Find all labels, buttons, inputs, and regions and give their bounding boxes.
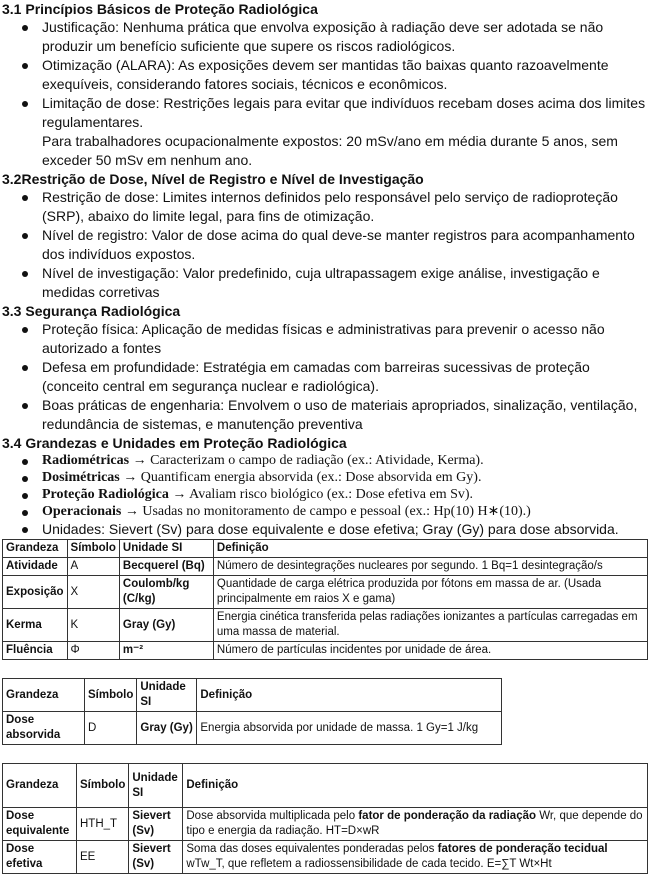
table-row	[3, 712, 502, 745]
table-cell: Φ	[67, 642, 119, 660]
section-heading-3-1: 3.1 Princípios Básicos de Proteção Radiológica	[2, 1, 318, 17]
section-heading-3-3: 3.3 Segurança Radiológica	[2, 303, 181, 319]
table-header-cell: Símbolo	[67, 540, 119, 558]
table-header-cell: Unidade SI	[129, 764, 183, 808]
table-cell: D	[85, 712, 137, 745]
section-3-2-list	[0, 188, 654, 302]
bullet-icon	[22, 510, 28, 516]
table-row	[3, 808, 648, 841]
list-item: Limitação de dose: Restrições legais para evitar que indivíduos recebam doses acima dos limites regulamentares.	[0, 94, 654, 132]
table-cell: EE	[77, 841, 129, 874]
list-item: Unidades: Sievert (Sv) para dose equivalente e dose efetiva; Gray (Gy) para dose absorvida.	[0, 520, 654, 539]
table-cell: Exposição	[3, 576, 68, 609]
table-cell: Atividade	[3, 558, 68, 576]
bullet-icon	[22, 403, 28, 409]
table-header-cell: Unidade SI	[137, 679, 197, 712]
table-row	[3, 576, 648, 609]
bullet-icon	[22, 195, 28, 201]
list-item: Radiométricas → Caracterizam o campo de radiação (ex.: Atividade, Kerma).	[0, 452, 654, 469]
bullet-icon	[22, 365, 28, 371]
list-item: Nível de investigação: Valor predefinido, cuja ultrapassagem exige análise, investigação e medidas corretivas	[0, 264, 654, 302]
list-item: Otimização (ALARA): As exposições devem ser mantidas tão baixas quanto razoavelmente exequíveis, considerando fatores sociais, técnicos e econômicos.	[0, 56, 654, 94]
bullet-icon	[22, 101, 28, 107]
table-cell: Número de partículas incidentes por unidade de área.	[213, 642, 647, 660]
table-row	[3, 609, 648, 642]
table-cell: Energia absorvida por unidade de massa. 1 Gy=1 J/kg	[197, 712, 502, 745]
table-cell: Soma das doses equivalentes ponderadas pelos fatores de ponderação tecidual wTw_T, que refletem a radiossensibilidade de cada tecido. E=∑T Wt×Ht	[183, 841, 648, 874]
table-cell: Becquerel (Bq)	[119, 558, 213, 576]
table-header-cell: Símbolo	[77, 764, 129, 808]
protection-quantities-table	[2, 763, 648, 874]
radiometric-quantities-table	[2, 539, 648, 660]
table-cell: Dose absorvida multiplicada pelo fator de ponderação da radiação Wr, que depende do tipo e energia da radiação. HT=D×wR	[183, 808, 648, 841]
section-3-1-list	[0, 18, 654, 132]
table-cell: HTH_T	[77, 808, 129, 841]
bullet-icon	[22, 25, 28, 31]
section-heading-3-2: 3.2Restrição de Dose, Nível de Registro e Nível de Investigação	[2, 171, 424, 187]
bullet-icon	[22, 493, 28, 499]
table-cell: K	[67, 609, 119, 642]
table-cell: X	[67, 576, 119, 609]
table-cell: Quantidade de carga elétrica produzida por fótons em massa de ar. (Usada principalmente em raios X e gama)	[213, 576, 647, 609]
section-3-3-list	[0, 320, 654, 434]
table-cell: Gray (Gy)	[137, 712, 197, 745]
table-cell: A	[67, 558, 119, 576]
bullet-icon	[22, 233, 28, 239]
table-cell: Fluência	[3, 642, 68, 660]
list-item: Boas práticas de engenharia: Envolvem o uso de materiais apropriados, sinalização, ventilação, redundância de sistemas, e manutenção preventiva	[0, 396, 654, 434]
table-row	[3, 841, 648, 874]
table-header-cell: Grandeza	[3, 540, 68, 558]
list-item: Defesa em profundidade: Estratégia em camadas com barreiras sucessivas de proteção (conceito central em segurança nuclear e radiológica).	[0, 358, 654, 396]
list-continuation: Para trabalhadores ocupacionalmente expostos: 20 mSv/ano em média durante 5 anos, sem exceder 50 mSv em nenhum ano.	[42, 133, 618, 168]
table-cell: Energia cinética transferida pelas radiações ionizantes a partículas carregadas em uma massa de material.	[213, 609, 647, 642]
list-item: Proteção Radiológica → Avaliam risco biológico (ex.: Dose efetiva em Sv).	[0, 486, 654, 503]
table-header-cell: Definição	[197, 679, 502, 712]
list-item: Restrição de dose: Limites internos definidos pelo responsável pelo serviço de radioproteção (SRP), abaixo do limite legal, para fins de otimização.	[0, 188, 654, 226]
table-cell: Coulomb/kg (C/kg)	[119, 576, 213, 609]
list-item: Nível de registro: Valor de dose acima do qual deve-se manter registros para acompanhamento dos indivíduos expostos.	[0, 226, 654, 264]
table-cell: Dose absorvida	[3, 712, 85, 745]
table-cell: Dose equivalente	[3, 808, 77, 841]
table-header-cell: Definição	[183, 764, 648, 808]
list-item: Operacionais → Usadas no monitoramento de campo e pessoal (ex.: Hp(10) H∗(10).)	[0, 503, 654, 520]
table-cell: Gray (Gy)	[119, 609, 213, 642]
list-item: Proteção física: Aplicação de medidas físicas e administrativas para prevenir o acesso não autorizado a fontes	[0, 320, 654, 358]
table-header-cell: Grandeza	[3, 764, 77, 808]
table-cell: Sievert (Sv)	[129, 841, 183, 874]
bullet-icon	[22, 476, 28, 482]
table-header-row	[3, 764, 648, 808]
bullet-icon	[22, 459, 28, 465]
table-cell: m⁻²	[119, 642, 213, 660]
bullet-icon	[22, 63, 28, 69]
table-cell: Número de desintegrações nucleares por segundo. 1 Bq=1 desintegração/s	[213, 558, 647, 576]
table-cell: Kerma	[3, 609, 68, 642]
table-cell: Sievert (Sv)	[129, 808, 183, 841]
bullet-icon	[22, 527, 28, 533]
bullet-icon	[22, 271, 28, 277]
table-header-cell: Símbolo	[85, 679, 137, 712]
list-item: Justificação: Nenhuma prática que envolva exposição à radiação deve ser adotada se não produzir um benefício suficiente que supere os riscos radiológicos.	[0, 18, 654, 56]
bullet-icon	[22, 327, 28, 333]
table-header-cell: Definição	[213, 540, 647, 558]
section-3-4-list	[0, 452, 654, 520]
table-header-cell: Unidade SI	[119, 540, 213, 558]
table-row	[3, 558, 648, 576]
table-row	[3, 642, 648, 660]
table-cell: Dose efetiva	[3, 841, 77, 874]
table-header-row	[3, 540, 648, 558]
table-header-cell: Grandeza	[3, 679, 85, 712]
section-3-4-list-units	[0, 520, 654, 539]
table-header-row	[3, 679, 502, 712]
list-item: Dosimétricas → Quantificam energia absorvida (ex.: Dose absorvida em Gy).	[0, 469, 654, 486]
dosimetric-quantities-table	[2, 678, 502, 745]
section-heading-3-4: 3.4 Grandezas e Unidades em Proteção Radiológica	[2, 435, 347, 451]
